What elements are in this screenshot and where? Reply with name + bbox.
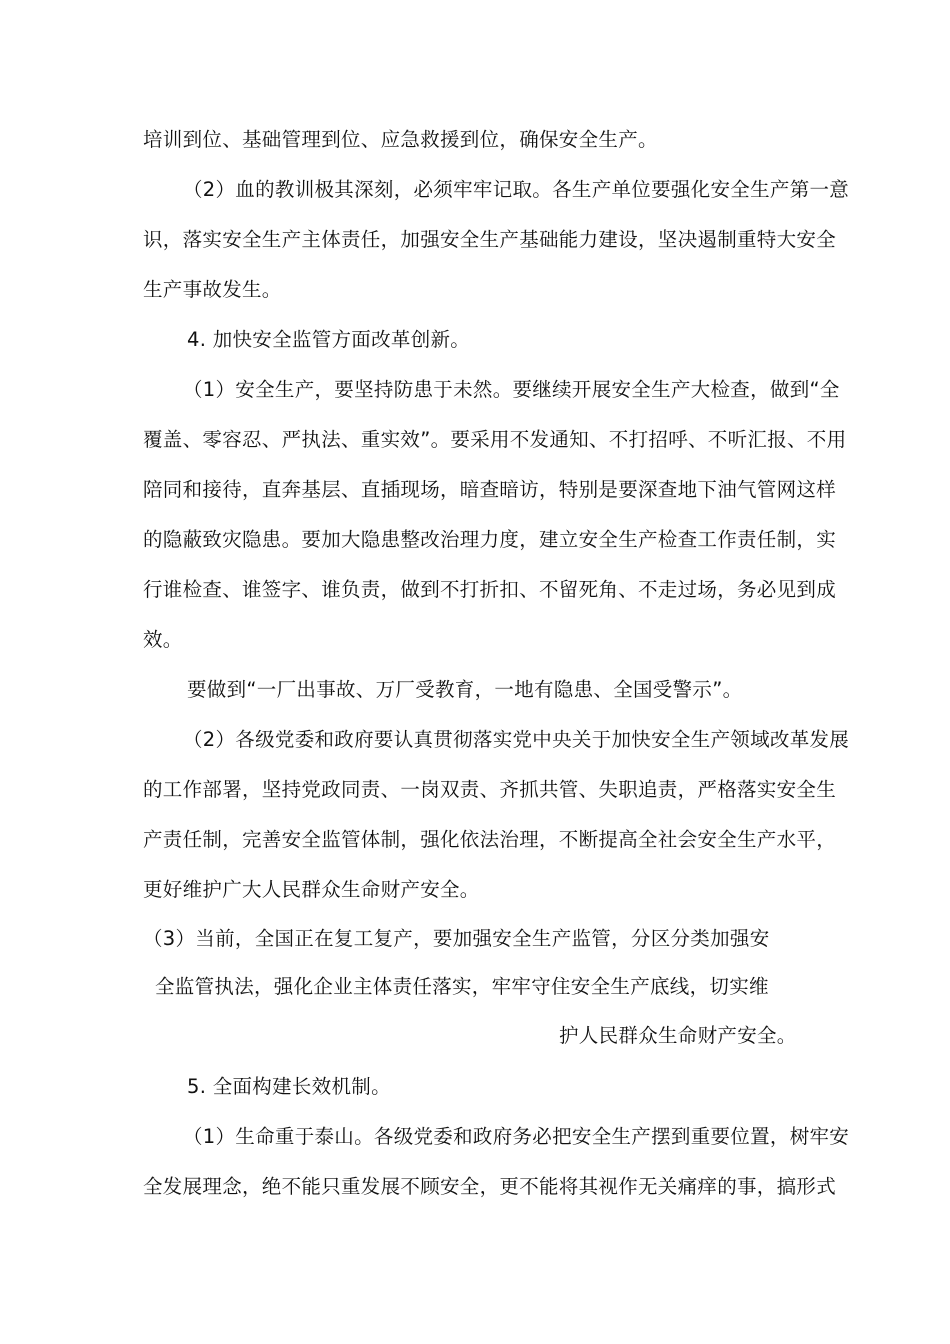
text-line: 效。 [143,628,183,651]
text-line: 全监管执法，强化企业主体责任落实，牢牢守住安全生产底线，切实维 [155,975,769,998]
text-line: （2）血的教训极其深刻，必须牢牢记取。各生产单位要强化安全生产第一意 [183,178,850,201]
text-line: 全发展理念，绝不能只重发展不顾安全，更不能将其视作无关痛痒的事，搞形式 [143,1175,837,1198]
section-heading: 5. 全面构建长效机制。 [187,1075,391,1098]
text-line: 的隐蔽致灾隐患。要加大隐患整改治理力度，建立安全生产检查工作责任制，实 [143,528,837,551]
text-line: （1）生命重于泰山。各级党委和政府务必把安全生产摆到重要位置，树牢安 [183,1125,850,1148]
text-line: 行谁检查、谁签字、谁负责，做到不打折扣、不留死角、不走过场，务必见到成 [143,578,837,601]
text-line: （3）当前，全国正在复工复产，要加强安全生产监管，分区分类加强安 [143,927,770,950]
text-line: 生产事故发生。 [143,278,282,301]
text-line: 产责任制，完善安全监管体制，强化依法治理，不断提高全社会安全生产水平， [143,828,837,851]
text-line: 更好维护广大人民群众生命财产安全。 [143,878,480,901]
text-line: 要做到“一厂出事故、万厂受教育，一地有隐患、全国受警示”。 [187,678,743,701]
text-line: 陪同和接待，直奔基层、直插现场，暗查暗访，特别是要深查地下油气管网这样 [143,478,837,501]
text-line: 覆盖、零容忍、严执法、重实效”。要采用不发通知、不打招呼、不听汇报、不用 [143,428,847,451]
text-line: （2）各级党委和政府要认真贯彻落实党中央关于加快安全生产领域改革发展 [183,728,850,751]
text-line: 识，落实安全生产主体责任，加强安全生产基础能力建设，坚决遏制重特大安全 [143,228,837,251]
text-line: 培训到位、基础管理到位、应急救援到位，确保安全生产。 [143,128,658,151]
section-heading: 4. 加快安全监管方面改革创新。 [187,328,471,351]
text-line: （1）安全生产，要坚持防患于未然。要继续开展安全生产大检查，做到“全 [183,378,840,401]
text-line: 的工作部署，坚持党政同责、一岗双责、齐抓共管、失职追责，严格落实安全生 [143,778,837,801]
text-line: 护人民群众生命财产安全。 [559,1024,797,1047]
